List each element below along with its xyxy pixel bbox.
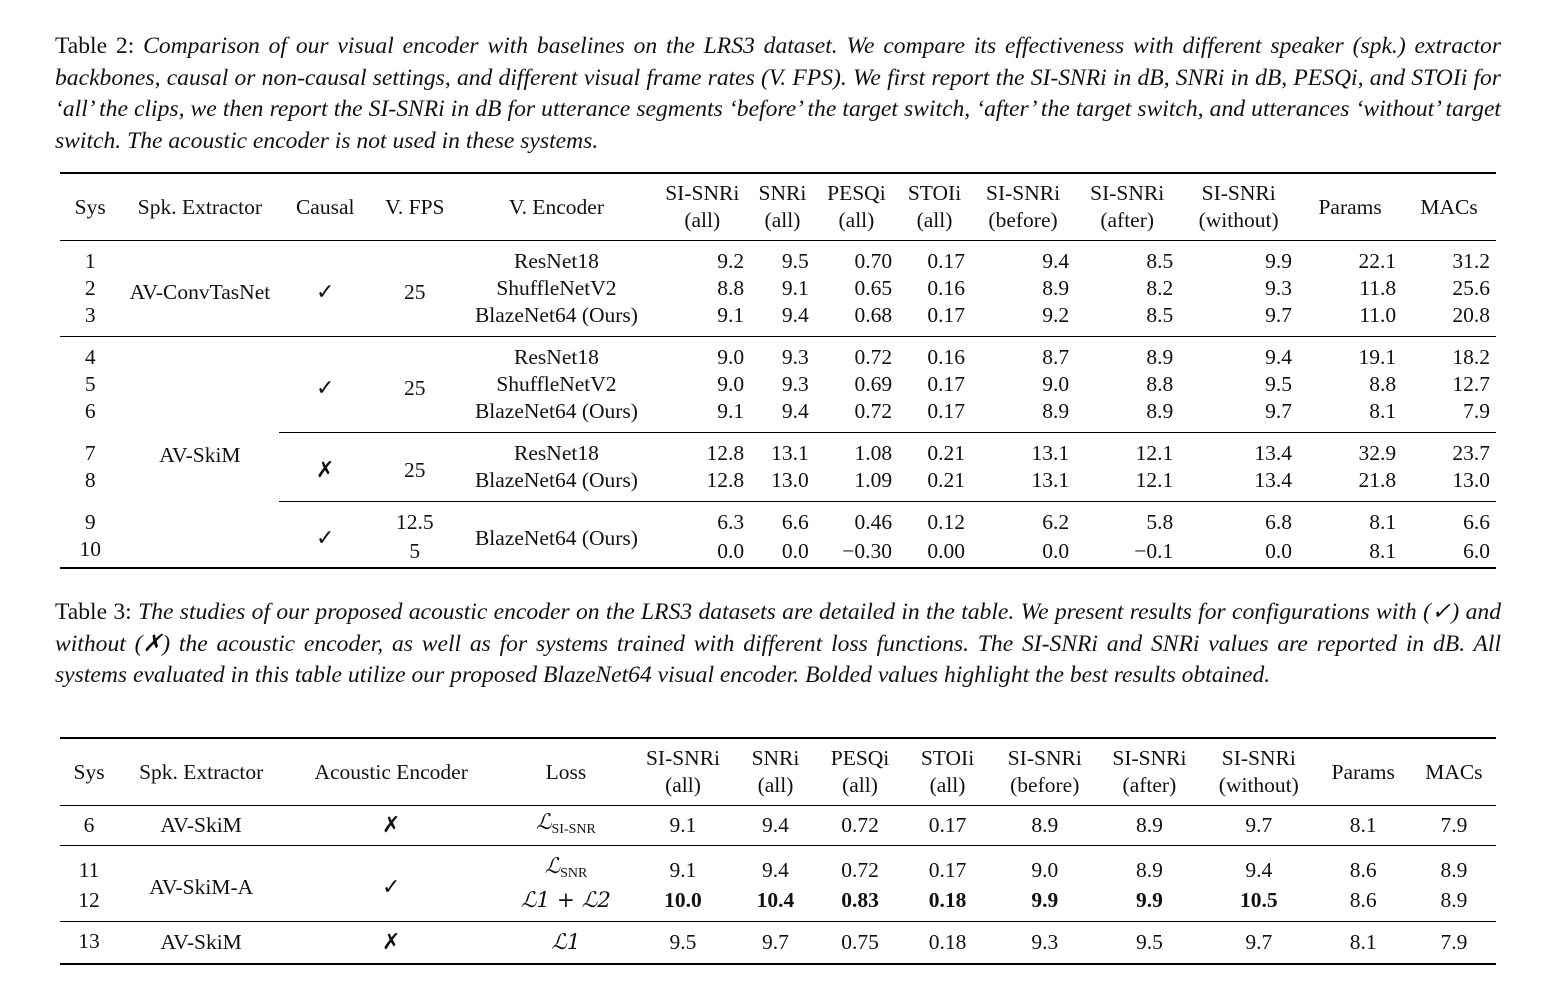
- table-cell: 11.8: [1359, 276, 1397, 300]
- table-cell: 0.00: [927, 539, 965, 563]
- header-sisnri-before: SI-SNRi (before): [1007, 746, 1082, 797]
- header-vfps: V. FPS: [385, 194, 445, 219]
- table-cell: −0.1: [1134, 539, 1174, 563]
- table-cell: 5.8: [1075, 502, 1179, 537]
- table-cell: 8.9: [1042, 399, 1070, 423]
- table3-caption-label: Table 3:: [55, 599, 132, 625]
- table-cell: 0.21: [898, 433, 971, 468]
- table-cell: 6: [84, 399, 96, 424]
- table2: [60, 172, 1496, 569]
- table-cell: 9.9: [1265, 249, 1293, 273]
- header-macs: MACs: [1420, 194, 1478, 219]
- causal-check: ✓: [316, 279, 335, 305]
- table-cell: 21.8: [1358, 468, 1397, 492]
- table-cell: 5: [84, 372, 96, 396]
- table-cell: 0.72: [841, 857, 879, 882]
- table-cell: 8.1: [1369, 399, 1397, 423]
- header-stoii-all: STOIi (all): [907, 181, 962, 232]
- table3-caption: [55, 597, 1501, 692]
- table-cell: 19.1: [1358, 345, 1397, 369]
- table-cell: 9.5: [781, 249, 809, 273]
- table-cell: 0.72: [841, 813, 879, 837]
- table-cell: 10.4: [756, 888, 795, 912]
- table-cell: 12.1: [1135, 468, 1174, 492]
- header-snri-all: SNRi (all): [751, 746, 800, 797]
- table-cell: 12: [78, 888, 100, 912]
- table-cell: 8: [84, 468, 96, 493]
- table-row: [60, 806, 1496, 846]
- table-cell: 9.1: [717, 399, 745, 423]
- loss-cell: ℒ$_{SNR}$: [544, 854, 588, 881]
- table-cell: 9.5: [1265, 372, 1293, 396]
- table-cell: 2: [84, 276, 96, 300]
- header-spk-extractor: Spk. Extractor: [137, 194, 262, 219]
- table-cell: 10.0: [664, 888, 702, 912]
- table-cell: 8.1: [1369, 539, 1397, 563]
- table-cell: BlazeNet64 (Ours): [474, 399, 638, 423]
- table-cell: 8.7: [1042, 345, 1070, 369]
- table-row: [60, 241, 1496, 276]
- header-pesqi-all: PESQi (all): [830, 746, 890, 797]
- table-cell: 0.68: [854, 303, 893, 327]
- table-cell: 6.6: [750, 502, 815, 537]
- fps-cell: 12.5: [371, 502, 458, 537]
- table-cell: 0.17: [928, 813, 967, 837]
- table-cell: 22.1: [1358, 249, 1397, 273]
- table-cell: 9.4: [781, 399, 809, 423]
- table-cell: 13.4: [1254, 468, 1293, 492]
- table-cell: 10.5: [1239, 888, 1278, 912]
- header-spk-extractor: Spk. Extractor: [139, 759, 264, 784]
- table-cell: 12.1: [1075, 433, 1179, 468]
- table-cell: 12.8: [654, 433, 750, 468]
- table-cell: 9.9: [1031, 888, 1059, 912]
- table-cell: 0.83: [841, 888, 879, 912]
- table-cell: 9.3: [1265, 276, 1293, 300]
- table-cell: 12.7: [1452, 372, 1490, 396]
- table-cell: 20.8: [1452, 303, 1490, 327]
- table-cell: 9.1: [669, 813, 697, 837]
- table-cell: 8.1: [1298, 502, 1402, 537]
- table-cell: ResNet18: [514, 345, 599, 369]
- table-cell: 0.75: [841, 930, 879, 954]
- table-cell: ShuffleNetV2: [496, 372, 617, 396]
- table-cell: 0.46: [815, 502, 898, 537]
- table-cell: 9.0: [717, 372, 745, 396]
- table-cell: 8.9: [1146, 399, 1174, 423]
- table-cell: 13.0: [1452, 468, 1490, 492]
- table-cell: 0.16: [927, 345, 965, 369]
- table-cell: 0.0: [781, 539, 809, 563]
- table-cell: 8.1: [1349, 930, 1377, 954]
- table-cell: 11.0: [1359, 303, 1397, 327]
- table-cell: 0.16: [927, 276, 965, 300]
- table-cell: 31.2: [1452, 249, 1490, 273]
- header-loss: Loss: [545, 759, 587, 784]
- header-sys: Sys: [73, 759, 105, 784]
- table-cell: 6: [83, 813, 95, 837]
- table-cell: 9.2: [717, 249, 745, 273]
- causal-check: ✓: [279, 502, 371, 569]
- table-cell: 9.4: [762, 857, 789, 882]
- table-cell: 9.3: [781, 345, 809, 369]
- table-cell: 8.5: [1146, 249, 1174, 273]
- header-params: Params: [1331, 759, 1395, 784]
- spk-extractor-cell: AV-SkiM: [159, 443, 241, 467]
- table-cell: 8.9: [1042, 276, 1070, 300]
- header-sisnri-all: SI-SNRi (all): [665, 181, 740, 232]
- table-cell: 13.1: [750, 433, 815, 468]
- table-cell: 7: [84, 440, 96, 465]
- table-cell: 11: [78, 857, 100, 882]
- table-cell: 18.2: [1452, 345, 1490, 369]
- table-cell: 0.0: [1042, 539, 1070, 563]
- table-cell: 0.17: [927, 372, 965, 396]
- table-cell: 8.8: [1369, 372, 1397, 396]
- header-stoii-all: STOIi (all): [920, 746, 975, 797]
- table-cell: 12.8: [706, 468, 745, 492]
- table-cell: 0.12: [898, 502, 971, 537]
- table-cell: 9.3: [1031, 930, 1059, 954]
- table-cell: 4: [84, 345, 96, 369]
- table-cell: 8.9: [1031, 813, 1059, 837]
- table-cell: 7.9: [1440, 813, 1468, 837]
- table-cell: 9.7: [1265, 303, 1293, 327]
- table-cell: 1.08: [815, 433, 898, 468]
- table-cell: 0.65: [854, 276, 893, 300]
- table-cell: ResNet18: [514, 249, 599, 273]
- table-cell: 13: [78, 929, 100, 953]
- table-cell: 9.1: [781, 276, 809, 300]
- acoustic-cross: ✗: [381, 930, 401, 955]
- table2-caption-text: Comparison of our visual encoder with baselines on the LRS3 dataset. We compare its effectiveness with different speaker (spk.) extractor backbones, causal or non-causal settings, and different visual frame rates (V. FPS). We first report the SI-SNRi in dB, SNRi in dB, PESQi, and STOIi for ‘all’ the clips, we then report the SI-SNRi in dB for utterance segments ‘before’ the target switch, ‘after’ the target switch, and utterances ‘without’ target switch. The acoustic encoder is not used in these systems.: [55, 33, 1502, 154]
- table-cell: 9.4: [781, 303, 809, 327]
- table-cell: AV-SkiM-A: [149, 874, 254, 899]
- table-cell: 1: [84, 249, 96, 273]
- table-cell: 6.6: [1402, 502, 1496, 537]
- spk-extractor-cell: AV-ConvTasNet: [129, 279, 271, 304]
- table-cell: 6.8: [1179, 502, 1298, 537]
- header-sisnri-after: SI-SNRi (after): [1090, 181, 1165, 232]
- table-cell: 25.6: [1452, 276, 1490, 300]
- header-snri-all: SNRi (all): [758, 181, 807, 232]
- header-sisnri-without: SI-SNRi (without): [1198, 181, 1279, 232]
- fps-cell: 5: [409, 539, 421, 563]
- table-cell: 0.17: [927, 303, 965, 327]
- table-cell: 10: [79, 537, 101, 561]
- table-cell: 8.9: [1440, 888, 1468, 912]
- header-causal: Causal: [295, 194, 355, 219]
- table-cell: 9.4: [762, 813, 789, 837]
- table-cell: 13.1: [971, 433, 1075, 468]
- table-cell: 0.21: [927, 468, 965, 492]
- header-sys: Sys: [74, 194, 106, 219]
- table-cell: 13.0: [771, 468, 809, 492]
- table-row: [60, 337, 1496, 372]
- header-macs: MACs: [1425, 759, 1483, 784]
- acoustic-check: ✓: [381, 874, 401, 900]
- header-sisnri-after: SI-SNRi (after): [1112, 746, 1187, 797]
- table-cell: BlazeNet64 (Ours): [474, 303, 638, 327]
- fps-cell: 25: [404, 279, 426, 304]
- header-pesqi-all: PESQi (all): [827, 181, 886, 232]
- table-cell: 0.18: [928, 888, 967, 912]
- table-cell: 13.1: [1031, 468, 1070, 492]
- header-params: Params: [1318, 194, 1382, 219]
- header-acoustic-encoder: Acoustic Encoder: [314, 759, 468, 784]
- table-cell: 0.18: [928, 930, 967, 954]
- table2-caption-label: Table 2:: [55, 33, 135, 59]
- table-cell: −0.30: [842, 539, 893, 563]
- table-cell: 7.9: [1440, 930, 1468, 954]
- table-cell: 9.0: [717, 345, 745, 369]
- table-cell: 7.9: [1463, 399, 1490, 423]
- table-cell: 6.3: [654, 502, 750, 537]
- table-cell: 0.17: [927, 249, 965, 273]
- table-cell: 6.2: [971, 502, 1075, 537]
- table-cell: 8.1: [1349, 813, 1377, 837]
- table-cell: 9.7: [1245, 930, 1273, 954]
- table-cell: 8.9: [1440, 857, 1468, 882]
- table-cell: 1.09: [854, 468, 893, 492]
- loss-cell: ℒ$_{SI-SNR}$: [536, 809, 596, 837]
- table-cell: 9.7: [1245, 813, 1273, 837]
- table-cell: 9.0: [1042, 372, 1070, 396]
- table-cell: 9.5: [669, 930, 697, 954]
- table-cell: 9.1: [717, 303, 745, 327]
- table-row: [60, 922, 1496, 965]
- table-cell: 8.9: [1146, 345, 1174, 369]
- table-cell: 9.7: [1265, 399, 1293, 423]
- table-cell: 8.6: [1349, 888, 1377, 912]
- loss-cell: ℒ1 + ℒ2: [520, 888, 611, 913]
- table-cell: ResNet18: [459, 433, 655, 468]
- causal-cross: ✗: [279, 433, 371, 502]
- header-sisnri-all: SI-SNRi (all): [645, 746, 721, 797]
- table-cell: 9: [84, 509, 96, 534]
- table-cell: 8.9: [1135, 857, 1163, 882]
- table-cell: 0.72: [854, 345, 893, 369]
- table-cell: 9.5: [1135, 930, 1163, 954]
- header-vencoder: V. Encoder: [508, 194, 605, 219]
- table-cell: 8.8: [717, 276, 745, 300]
- table-cell: 3: [84, 303, 96, 327]
- table-cell: 8.5: [1146, 303, 1174, 327]
- table-cell: 13.4: [1179, 433, 1298, 468]
- table-cell: BlazeNet64 (Ours): [474, 468, 638, 492]
- table-cell: 8.2: [1146, 276, 1174, 300]
- header-sisnri-before: SI-SNRi (before): [986, 181, 1061, 232]
- acoustic-cross: ✗: [381, 813, 401, 838]
- table-cell: 23.7: [1402, 433, 1496, 468]
- causal-check: ✓: [316, 375, 335, 401]
- table-cell: 8.8: [1146, 372, 1174, 396]
- table-cell: 6.0: [1463, 539, 1490, 563]
- table3-header-row: [60, 738, 1496, 806]
- table-cell: 9.3: [781, 372, 809, 396]
- table-cell: 0.0: [1265, 539, 1293, 563]
- table-cell: 9.9: [1135, 888, 1163, 912]
- table2-header-row: [60, 173, 1496, 241]
- table-cell: 0.70: [854, 249, 893, 273]
- table-cell: 0.17: [927, 399, 965, 423]
- vencoder-cell: BlazeNet64 (Ours): [459, 502, 655, 569]
- table-cell: 0.69: [854, 372, 893, 396]
- fps-cell: 25: [404, 375, 426, 400]
- table3: [60, 737, 1496, 965]
- header-sisnri-without: SI-SNRi (without): [1218, 746, 1299, 797]
- table-cell: 9.4: [1245, 857, 1273, 882]
- table-cell: 9.1: [669, 857, 697, 882]
- table3-caption-text: The studies of our proposed acoustic encoder on the LRS3 datasets are detailed in the table. We present results for configurations with (✓) and without (✗) the acoustic encoder, as well as for systems trained with different loss functions. The SI-SNRi and SNRi values are reported in dB. All systems evaluated in this table utilize our proposed BlazeNet64 visual encoder. Bolded values highlight the best results obtained.: [55, 599, 1502, 688]
- table-cell: ShuffleNetV2: [496, 276, 617, 300]
- table-cell: AV-SkiM: [160, 813, 242, 837]
- table-cell: AV-SkiM: [160, 930, 242, 954]
- table-cell: 8.6: [1349, 857, 1377, 882]
- table-row: [60, 846, 1496, 888]
- table-cell: 0.72: [854, 399, 893, 423]
- table-cell: 9.2: [1042, 303, 1070, 327]
- table-cell: 9.4: [1042, 249, 1070, 273]
- table-cell: 9.0: [1031, 857, 1059, 882]
- fps-cell: 25: [371, 433, 458, 502]
- table-cell: 0.0: [717, 539, 745, 563]
- table-cell: 9.4: [1265, 345, 1293, 369]
- loss-cell: ℒ1: [551, 930, 581, 955]
- table-cell: 9.7: [762, 930, 789, 954]
- table2-caption: [55, 31, 1501, 157]
- table-cell: 8.9: [1135, 813, 1163, 837]
- table-cell: 32.9: [1298, 433, 1402, 468]
- table-cell: 0.17: [928, 857, 967, 882]
